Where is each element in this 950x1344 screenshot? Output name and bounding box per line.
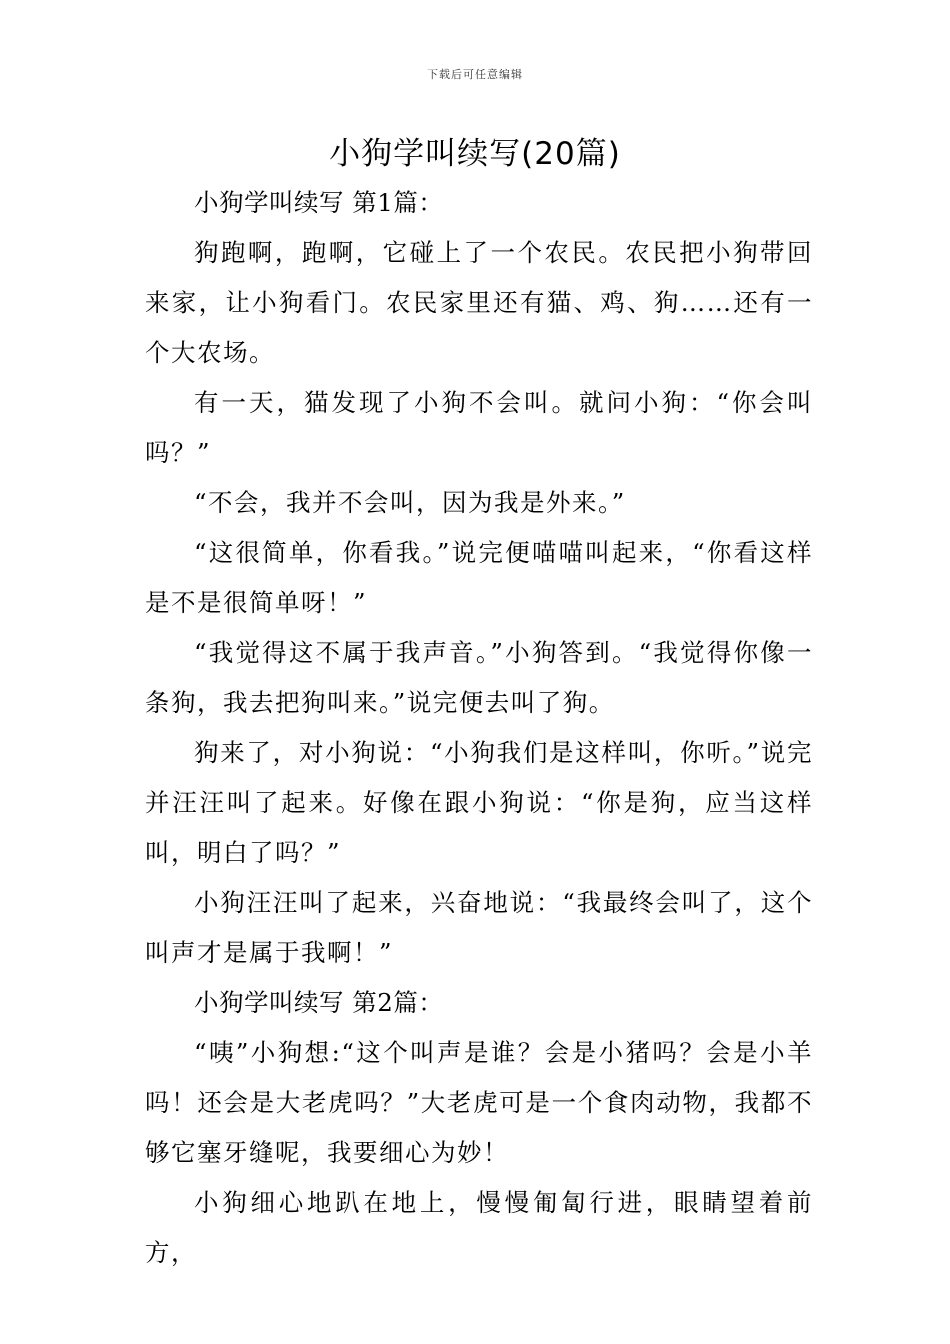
page-title: 小狗学叫续写(20篇) (329, 136, 621, 172)
paragraph: 小狗细心地趴在地上，慢慢匍匐行进，眼睛望着前方， (145, 1188, 813, 1267)
paragraph: “这很简单，你看我。”说完便喵喵叫起来，“你看这样是不是很简单呀！” (145, 538, 813, 617)
header-note: 下载后可任意编辑 (427, 68, 523, 81)
paragraph: 小狗汪汪叫了起来，兴奋地说：“我最终会叫了，这个叫声才是属于我啊！” (145, 888, 813, 967)
section-heading: 小狗学叫续写 第2篇： (194, 988, 444, 1017)
paragraph: “不会，我并不会叫，因为我是外来。” (194, 488, 626, 517)
paragraph: 有一天，猫发现了小狗不会叫。就问小狗：“你会叫吗？” (145, 388, 813, 467)
paragraph: “我觉得这不属于我声音。”小狗答到。“我觉得你像一条狗，我去把狗叫来。”说完便去叫了狗。 (145, 638, 813, 717)
paragraph: 狗来了，对小狗说：“小狗我们是这样叫，你听。”说完并汪汪叫了起来。好像在跟小狗说：“你是狗，应当这样叫，明白了吗？” (145, 738, 813, 867)
section-heading: 小狗学叫续写 第1篇： (194, 188, 444, 217)
paragraph: 狗跑啊，跑啊，它碰上了一个农民。农民把小狗带回来家，让小狗看门。农民家里还有猫、鸡、狗……还有一个大农场。 (145, 238, 813, 367)
document-body (145, 178, 813, 1278)
paragraph: “咦”小狗想:“这个叫声是谁？会是小猪吗？会是小羊吗！还会是大老虎吗？”大老虎可是一个食肉动物，我都不够它塞牙缝呢，我要细心为妙！ (145, 1038, 813, 1167)
